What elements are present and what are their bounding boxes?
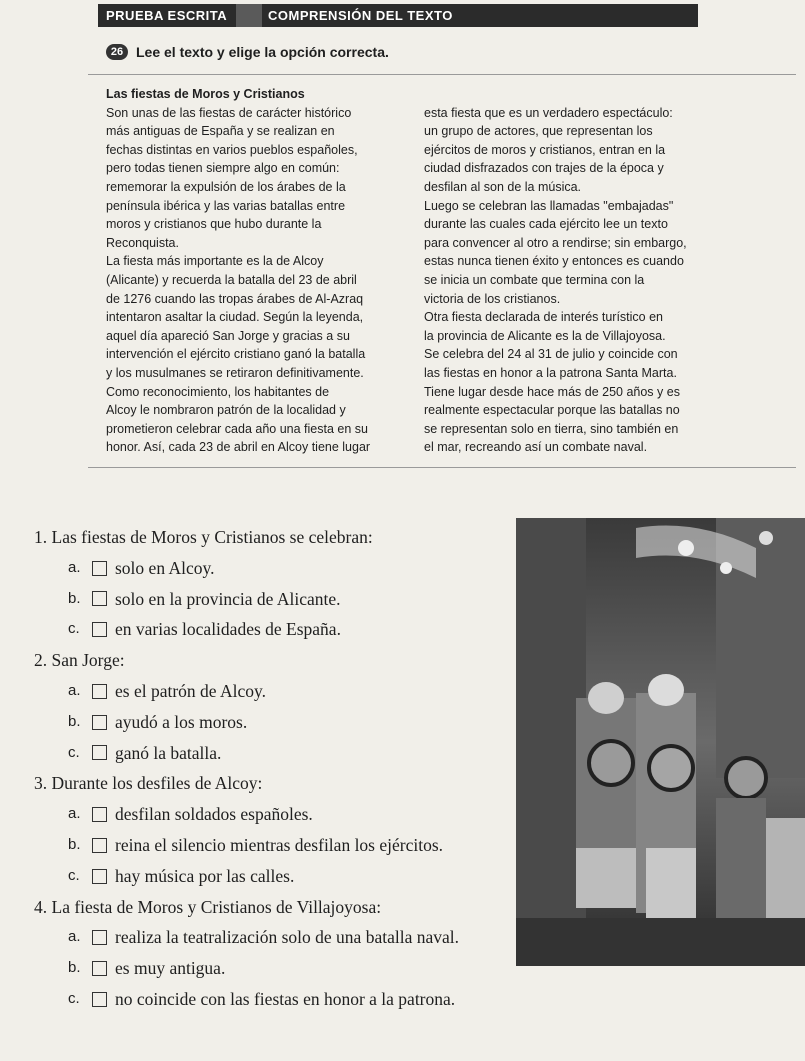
- reading-left-lines: [106, 104, 436, 457]
- option-text: es muy antigua.: [115, 958, 226, 979]
- reading-line: más antiguas de España y se realizan en: [106, 124, 335, 139]
- option-text: solo en la provincia de Alicante.: [115, 588, 341, 609]
- reading-line: las fiestas en honor a la patrona Santa Marta.: [424, 365, 677, 380]
- answer-option[interactable]: [68, 553, 459, 584]
- option-text: realiza la teatralización solo de una batalla naval.: [115, 927, 459, 948]
- answer-option[interactable]: [68, 584, 459, 615]
- reading-line: Son unas de las fiestas de carácter histórico: [106, 105, 352, 120]
- header-exam-label: PRUEBA ESCRITA: [106, 8, 228, 23]
- reading-line: de 1276 cuando las tropas árabes de Al-Azraq: [106, 291, 364, 306]
- answer-checkbox[interactable]: [92, 807, 107, 822]
- reading-line: Otra fiesta declarada de interés turístico en: [424, 310, 664, 325]
- reading-line: moros y cristianos que hubo durante la: [106, 217, 322, 232]
- reading-line: fechas distintas en varios pueblos españoles,: [106, 142, 358, 157]
- option-text: ayudó a los moros.: [115, 711, 248, 732]
- answer-option[interactable]: [68, 861, 459, 892]
- option-letter: c.: [68, 989, 80, 1007]
- option-letter: a.: [68, 805, 81, 823]
- answer-checkbox[interactable]: [92, 684, 107, 699]
- reading-line: estas nunca tienen éxito y entonces es cuando: [424, 254, 684, 269]
- reading-line: realmente espectacular porque las batallas no: [424, 403, 680, 418]
- option-text: reina el silencio mientras desfilan los ejércitos.: [115, 834, 444, 855]
- answer-checkbox[interactable]: [92, 869, 107, 884]
- option-text: hay música por las calles.: [115, 865, 295, 886]
- answer-option[interactable]: [68, 984, 459, 1015]
- reading-line: el mar, recreando así un combate naval.: [424, 440, 648, 455]
- answer-checkbox[interactable]: [92, 591, 107, 606]
- option-text: ganó la batalla.: [115, 742, 222, 763]
- reading-line: para convencer al otro a rendirse; sin embargo,: [424, 235, 687, 250]
- reading-line: Luego se celebran las llamadas "embajadas": [424, 198, 674, 213]
- option-text: no coincide con las fiestas en honor a la patrona.: [115, 988, 456, 1009]
- reading-left-column: [106, 85, 436, 457]
- reading-line: y los musulmanes se retiraron definitivamente.: [106, 365, 364, 380]
- reading-line: ejércitos de moros y cristianos, entran en la: [424, 142, 666, 157]
- option-letter: b.: [68, 959, 81, 977]
- exercise-number: 26: [106, 44, 128, 60]
- questions-list: [34, 522, 459, 1015]
- reading-right-lines: [424, 104, 794, 457]
- reading-line: (Alicante) y recuerda la batalla del 23 de abril: [106, 272, 357, 287]
- festival-photo: [516, 518, 805, 966]
- reading-line: se representan solo en tierra, sino también en: [424, 421, 679, 436]
- reading-line: prometieron celebrar cada año una fiesta en su: [106, 421, 368, 436]
- answer-checkbox[interactable]: [92, 715, 107, 730]
- answer-option[interactable]: [68, 922, 459, 953]
- header-separator: [236, 4, 262, 27]
- reading-line: rememorar la expulsión de los árabes de la: [106, 179, 346, 194]
- reading-line: Se celebra del 24 al 31 de julio y coincide con: [424, 347, 678, 362]
- answer-checkbox[interactable]: [92, 930, 107, 945]
- reading-line: intentaron asaltar la ciudad. Según la leyenda,: [106, 310, 364, 325]
- option-text: solo en Alcoy.: [115, 557, 215, 578]
- reading-line: durante las cuales cada ejército lee un texto: [424, 217, 668, 232]
- answer-option[interactable]: [68, 614, 459, 645]
- answer-option[interactable]: [68, 738, 459, 769]
- question-text: 4. La fiesta de Moros y Cristianos de Villajoyosa:: [34, 896, 382, 917]
- reading-line: aquel día apareció San Jorge y gracias a su: [106, 328, 350, 343]
- reading-line: La fiesta más importante es la de Alcoy: [106, 254, 324, 269]
- reading-line: un grupo de actores, que representan los: [424, 124, 653, 139]
- option-text: desfilan soldados españoles.: [115, 804, 313, 825]
- reading-line: desfilan al son de la música.: [424, 179, 582, 194]
- answer-checkbox[interactable]: [92, 961, 107, 976]
- reading-text-box: [88, 74, 796, 468]
- reading-line: Tiene lugar desde hace más de 250 años y es: [424, 384, 680, 399]
- question-text: 1. Las fiestas de Moros y Cristianos se celebran:: [34, 527, 373, 547]
- reading-line: Como reconocimiento, los habitantes de: [106, 384, 330, 399]
- reading-line: pero todas tienen siempre algo en común:: [106, 161, 340, 176]
- option-letter: b.: [68, 589, 81, 607]
- reading-line: Alcoy le nombraron patrón de la localidad y: [106, 403, 346, 418]
- option-letter: c.: [68, 866, 80, 884]
- answer-option[interactable]: [68, 707, 459, 738]
- section-header: [98, 4, 698, 27]
- reading-line: victoria de los cristianos.: [424, 291, 561, 306]
- reading-title: Las fiestas de Moros y Cristianos: [106, 87, 305, 101]
- option-letter: c.: [68, 620, 80, 638]
- option-letter: b.: [68, 712, 81, 730]
- answer-checkbox[interactable]: [92, 561, 107, 576]
- answer-option[interactable]: [68, 830, 459, 861]
- answer-option[interactable]: [68, 676, 459, 707]
- reading-line: honor. Así, cada 23 de abril en Alcoy tiene lugar: [106, 440, 371, 455]
- reading-line: Reconquista.: [106, 235, 179, 250]
- reading-line: esta fiesta que es un verdadero espectáculo:: [424, 105, 673, 120]
- reading-line: ciudad disfrazados con trajes de la época y: [424, 161, 664, 176]
- answer-checkbox[interactable]: [92, 992, 107, 1007]
- option-letter: c.: [68, 743, 80, 761]
- header-section-label: COMPRENSIÓN DEL TEXTO: [268, 8, 453, 23]
- answer-checkbox[interactable]: [92, 838, 107, 853]
- reading-line: se inicia un combate que termina con la: [424, 272, 645, 287]
- instruction-text: Lee el texto y elige la opción correcta.: [136, 44, 389, 60]
- option-text: es el patrón de Alcoy.: [115, 680, 266, 701]
- exercise-instruction: [106, 44, 389, 60]
- answer-checkbox[interactable]: [92, 745, 107, 760]
- answer-checkbox[interactable]: [92, 622, 107, 637]
- option-letter: a.: [68, 928, 81, 946]
- question-text: 3. Durante los desfiles de Alcoy:: [34, 773, 263, 794]
- reading-line: península ibérica y las varias batallas entre: [106, 198, 346, 213]
- answer-option[interactable]: [68, 953, 459, 984]
- reading-line: la provincia de Alicante es la de Villajoyosa.: [424, 328, 666, 343]
- option-text: en varias localidades de España.: [115, 619, 341, 640]
- option-letter: a.: [68, 558, 81, 576]
- reading-line: intervención el ejército cristiano ganó la batalla: [106, 347, 366, 362]
- option-letter: b.: [68, 835, 81, 853]
- answer-option[interactable]: [68, 799, 459, 830]
- option-letter: a.: [68, 681, 81, 699]
- question-text: 2. San Jorge:: [34, 650, 125, 671]
- reading-right-column: [424, 104, 794, 457]
